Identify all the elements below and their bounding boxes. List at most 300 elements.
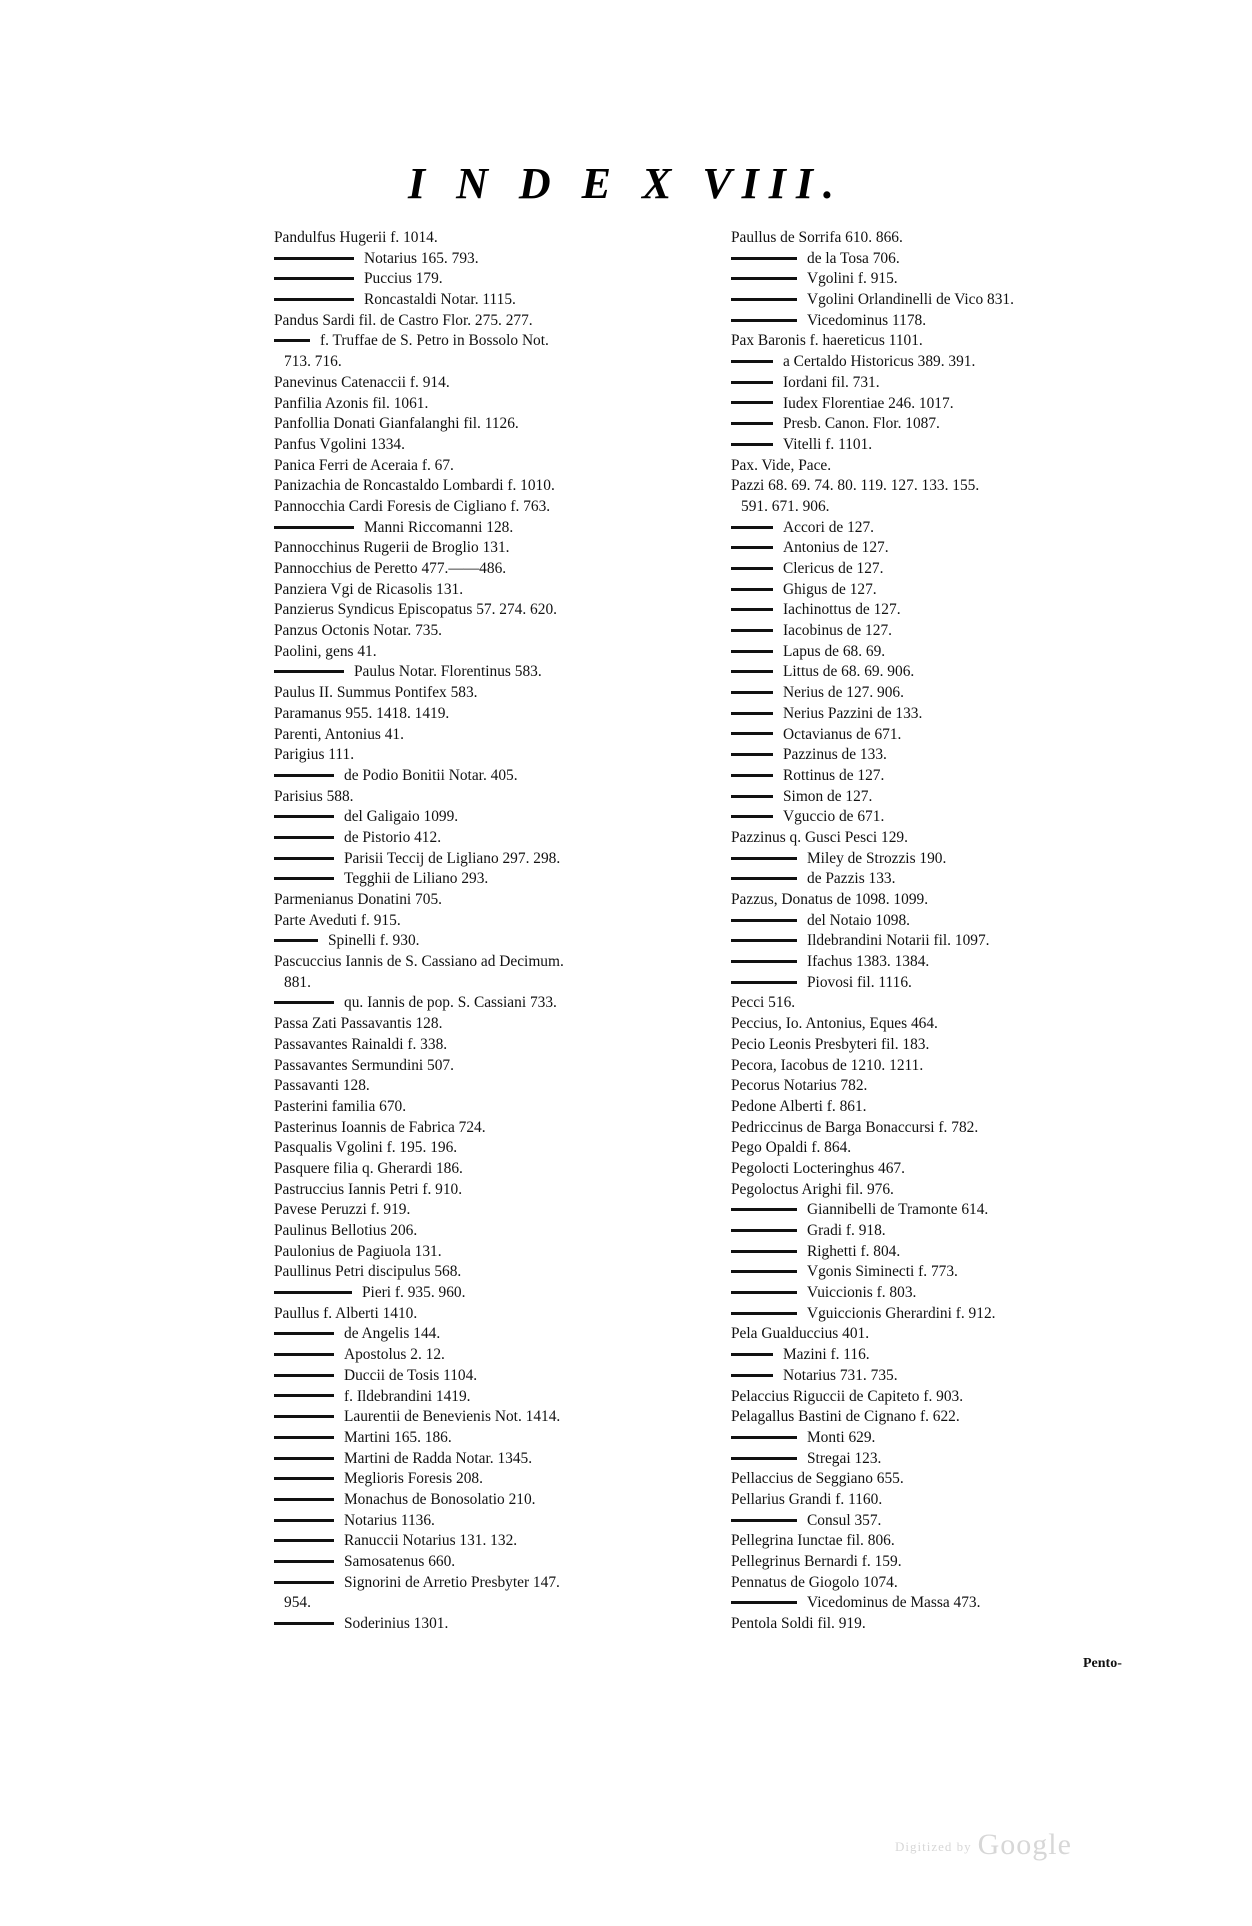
index-entry-text: Pannocchius de Peretto 477.——486. (274, 560, 507, 577)
ditto-dash (731, 567, 773, 570)
index-entry-text: Pecio Leonis Presbyteri fil. 183. (731, 1035, 930, 1053)
index-entry (274, 1573, 724, 1594)
index-entry (731, 331, 1186, 352)
index-entry (731, 228, 1186, 249)
index-entry (274, 1283, 724, 1304)
index-entry (274, 1200, 724, 1221)
index-entry-text: f. Truffae de S. Petro in Bossolo Not. (320, 332, 549, 350)
index-entry (731, 476, 1186, 497)
page-title: I N D E X VIII. (407, 159, 845, 208)
index-entry (274, 869, 724, 890)
ditto-dash (731, 298, 797, 301)
index-entry (274, 311, 724, 332)
ditto-dash (731, 1270, 797, 1273)
ditto-dash (274, 1436, 334, 1439)
index-entry (274, 1531, 724, 1552)
index-entry (274, 890, 724, 911)
index-entry (274, 1387, 724, 1408)
index-entry (731, 538, 1186, 559)
index-entry-text: Littus de 68. 69. 906. (783, 663, 915, 681)
index-entry (274, 973, 724, 994)
index-entry (274, 1593, 724, 1614)
index-entry (731, 1469, 1186, 1490)
index-entry (274, 497, 724, 518)
index-entry-text: Pazzinus q. Gusci Pesci 129. (731, 828, 908, 846)
index-entry-text: Puccius 179. (364, 270, 443, 288)
index-entry-text: Panzierus Syndicus Episcopatus 57. 274. 620. (274, 601, 557, 619)
index-entry (731, 311, 1186, 332)
index-entry (731, 704, 1186, 725)
index-entry-text: Vgonis Siminecti f. 773. (807, 1263, 958, 1281)
index-entry-text: Stregai 123. (807, 1449, 882, 1467)
index-entry (731, 1614, 1186, 1635)
index-entry (731, 497, 1186, 518)
index-entry-text: Panica Ferri de Aceraia f. 67. (274, 456, 454, 474)
index-entry-text: del Galigaio 1099. (344, 808, 459, 826)
index-entry (274, 1469, 724, 1490)
index-entry-text: Martini 165. 186. (344, 1428, 452, 1446)
index-entry (731, 745, 1186, 766)
index-entry (731, 1324, 1186, 1345)
ditto-dash (731, 401, 773, 404)
index-entry (731, 1304, 1186, 1325)
index-entry-text: Soderinius 1301. (344, 1615, 449, 1633)
ditto-dash (731, 608, 773, 611)
index-entry (274, 766, 724, 787)
index-entry (731, 394, 1186, 415)
index-entry-text: Peccius, Io. Antonius, Eques 464. (731, 1015, 938, 1033)
ditto-dash (731, 257, 797, 260)
index-entry (274, 683, 724, 704)
index-entry (731, 518, 1186, 539)
index-entry (731, 1345, 1186, 1366)
index-entry-text: Signorini de Arretio Presbyter 147. (344, 1573, 560, 1591)
index-entry-text: Accori de 127. (783, 518, 875, 536)
index-entry (731, 787, 1186, 808)
index-entry (274, 662, 724, 683)
index-entry-text: Miley de Strozzis 190. (807, 849, 947, 867)
index-entry (274, 559, 724, 580)
ditto-dash (274, 526, 354, 529)
index-entry (274, 228, 724, 249)
index-entry-text: de Angelis 144. (344, 1325, 441, 1343)
index-entry (274, 931, 724, 952)
index-entry (731, 1200, 1186, 1221)
index-column-left (274, 228, 724, 1635)
index-entry (274, 849, 724, 870)
index-entry (274, 1180, 724, 1201)
index-entry-text: Clericus de 127. (783, 560, 884, 577)
index-entry-text: Passavanti 128. (274, 1077, 370, 1095)
index-entry (274, 1014, 724, 1035)
ditto-dash (731, 939, 797, 942)
index-entry-text: Parmenianus Donatini 705. (274, 891, 442, 908)
index-entry-text: Vitelli f. 1101. (783, 435, 873, 453)
index-entry-text: Giannibelli de Tramonte 614. (807, 1201, 989, 1219)
index-entry-text: Ildebrandini Notarii fil. 1097. (807, 932, 990, 950)
index-entry (274, 1345, 724, 1366)
index-entry-text: Monachus de Bonosolatio 210. (344, 1490, 536, 1508)
index-entry (731, 662, 1186, 683)
ditto-dash (731, 670, 773, 673)
index-entry (731, 1138, 1186, 1159)
index-entry (731, 1531, 1186, 1552)
index-entry-text: Ranuccii Notarius 131. 132. (344, 1532, 518, 1550)
index-entry (731, 1552, 1186, 1573)
index-entry (274, 704, 724, 725)
index-entry (274, 249, 724, 270)
ditto-dash (731, 1519, 797, 1522)
index-entry-text: Passa Zati Passavantis 128. (274, 1015, 443, 1033)
index-entry-text: Notarius 1136. (344, 1511, 435, 1529)
ditto-dash (274, 339, 310, 342)
index-entry-text: Pellaccius de Seggiano 655. (731, 1470, 904, 1488)
index-entry-text: Apostolus 2. 12. (344, 1346, 445, 1364)
index-entry-text: Pazzinus de 133. (783, 746, 887, 764)
index-entry-text: Vuiccionis f. 803. (807, 1284, 917, 1302)
digitized-watermark (895, 1828, 1072, 1862)
ditto-dash (274, 1581, 334, 1584)
index-entry-text: Pellarius Grandi f. 1160. (731, 1490, 883, 1508)
ditto-dash (731, 1291, 797, 1294)
index-entry-text: Antonius de 127. (783, 539, 889, 557)
catchword: Pento- (1083, 1656, 1122, 1671)
index-entry-text: Parisii Teccij de Ligliano 297. 298. (344, 849, 561, 867)
index-entry (274, 476, 724, 497)
index-entry-text: Paullus f. Alberti 1410. (274, 1304, 418, 1322)
ditto-dash (274, 1353, 334, 1356)
index-entry-text: Pela Gualduccius 401. (731, 1325, 870, 1343)
index-entry (731, 828, 1186, 849)
index-entry-text: Paulus Notar. Florentinus 583. (354, 663, 542, 681)
index-entry-text: Roncastaldi Notar. 1115. (364, 291, 516, 309)
index-entry-text: Pelagallus Bastini de Cignano f. 622. (731, 1408, 960, 1426)
index-entry-text: de Podio Bonitii Notar. 405. (344, 766, 518, 784)
index-entry (731, 993, 1186, 1014)
index-entry (731, 435, 1186, 456)
ditto-dash (731, 753, 773, 756)
index-entry-text: Lapus de 68. 69. (783, 642, 886, 660)
index-entry (731, 1449, 1186, 1470)
ditto-dash (731, 360, 773, 363)
ditto-dash (274, 1560, 334, 1563)
index-entry-text: de Pistorio 412. (344, 828, 442, 846)
index-entry (274, 290, 724, 311)
index-entry-text: Notarius 165. 793. (364, 249, 479, 267)
index-entry (731, 1490, 1186, 1511)
index-entry (731, 414, 1186, 435)
index-entry-text: Panzus Octonis Notar. 735. (274, 622, 442, 640)
index-entry-text: Paullus de Sorrifa 610. 866. (731, 229, 903, 246)
index-entry-text: Paolini, gens 41. (274, 642, 377, 660)
ditto-dash (274, 1374, 334, 1377)
index-entry-text: Manni Riccomanni 128. (364, 518, 514, 536)
index-entry-text: Pazzus, Donatus de 1098. 1099. (731, 891, 929, 908)
index-entry-text: Panfilia Azonis fil. 1061. (274, 394, 429, 412)
index-entry (274, 1511, 724, 1532)
ditto-dash (731, 774, 773, 777)
index-entry (731, 1242, 1186, 1263)
index-entry-text: Pellegrinus Bernardi f. 159. (731, 1553, 902, 1570)
index-entry (731, 683, 1186, 704)
index-entry (731, 269, 1186, 290)
ditto-dash (274, 257, 354, 260)
index-entry-text: Panziera Vgi de Ricasolis 131. (274, 580, 464, 598)
index-entry (731, 1221, 1186, 1242)
index-entry (274, 269, 724, 290)
ditto-dash (274, 1394, 334, 1397)
index-entry-text: Paullinus Petri discipulus 568. (274, 1263, 462, 1281)
index-entry (274, 1138, 724, 1159)
index-entry-text: Passavantes Rainaldi f. 338. (274, 1035, 448, 1053)
index-entry-text: Righetti f. 804. (807, 1242, 901, 1260)
ditto-dash (274, 1457, 334, 1460)
index-entry-text: Panfollia Donati Gianfalanghi fil. 1126. (274, 415, 519, 433)
ditto-dash (274, 277, 354, 280)
index-entry (731, 600, 1186, 621)
index-entry-text: Panizachia de Roncastaldo Lombardi f. 1010. (274, 477, 555, 495)
index-entry-text: Pego Opaldi f. 864. (731, 1139, 852, 1157)
ditto-dash (731, 1250, 797, 1253)
ditto-dash (731, 712, 773, 715)
index-entry (731, 580, 1186, 601)
index-entry (731, 290, 1186, 311)
index-entry-text: Pasterini familia 670. (274, 1097, 407, 1115)
index-entry (731, 373, 1186, 394)
index-entry-text: Ifachus 1383. 1384. (807, 953, 930, 971)
index-entry-text: 881. (284, 973, 311, 991)
ditto-dash (731, 629, 773, 632)
ditto-dash (731, 650, 773, 653)
index-entry-text: Martini de Radda Notar. 1345. (344, 1449, 533, 1467)
index-entry-text: Passavantes Sermundini 507. (274, 1056, 454, 1074)
index-entry (731, 456, 1186, 477)
index-entry (731, 973, 1186, 994)
index-entry (731, 890, 1186, 911)
index-entry-text: de Pazzis 133. (807, 870, 896, 888)
ditto-dash (731, 795, 773, 798)
index-entry (274, 993, 724, 1014)
index-entry (274, 518, 724, 539)
index-entry-text: Parenti, Antonius 41. (274, 725, 404, 743)
index-entry-text: Pastruccius Iannis Petri f. 910. (274, 1180, 463, 1198)
ditto-dash (274, 1622, 334, 1625)
ditto-dash (731, 1374, 773, 1377)
index-entry (731, 725, 1186, 746)
index-entry-text: Iachinottus de 127. (783, 601, 901, 619)
index-entry (274, 1614, 724, 1635)
index-entry-text: 713. 716. (284, 353, 342, 371)
index-entry-text: del Notaio 1098. (807, 911, 911, 929)
index-entry-text: a Certaldo Historicus 389. 391. (783, 353, 976, 371)
index-entry (274, 1221, 724, 1242)
index-entry-text: Iordani fil. 731. (783, 373, 880, 391)
index-entry (274, 1056, 724, 1077)
index-entry (274, 787, 724, 808)
ditto-dash (274, 1539, 334, 1542)
index-entry-text: Paramanus 955. 1418. 1419. (274, 704, 450, 722)
ditto-dash (731, 732, 773, 735)
index-entry-text: Pieri f. 935. 960. (362, 1284, 466, 1302)
ditto-dash (731, 526, 773, 529)
ditto-dash (731, 857, 797, 860)
index-entry-text: Ghigus de 127. (783, 580, 877, 598)
index-entry (274, 1304, 724, 1325)
index-entry-text: Vguccio de 671. (783, 808, 885, 826)
index-entry (731, 352, 1186, 373)
index-entry (274, 1552, 724, 1573)
ditto-dash (731, 981, 797, 984)
ditto-dash (731, 319, 797, 322)
ditto-dash (274, 1332, 334, 1335)
index-entry (731, 559, 1186, 580)
ditto-dash (731, 588, 773, 591)
index-entry-text: Pecorus Notarius 782. (731, 1077, 868, 1095)
index-entry-text: Vgolini Orlandinelli de Vico 831. (807, 291, 1014, 309)
index-entry (274, 1366, 724, 1387)
index-entry (731, 1056, 1186, 1077)
ditto-dash (731, 919, 797, 922)
index-entry (731, 1387, 1186, 1408)
ditto-dash (731, 1229, 797, 1232)
index-entry-text: Panfus Vgolini 1334. (274, 435, 405, 453)
index-entry (274, 414, 724, 435)
index-entry-text: Notarius 731. 735. (783, 1366, 898, 1384)
index-entry-text: Iudex Florentiae 246. 1017. (783, 394, 954, 412)
ditto-dash (731, 1353, 773, 1356)
index-entry (274, 394, 724, 415)
index-entry (274, 600, 724, 621)
index-entry-text: qu. Iannis de pop. S. Cassiani 733. (344, 994, 557, 1012)
ditto-dash (731, 277, 797, 280)
index-entry-text: Samosatenus 660. (344, 1553, 456, 1570)
index-entry-text: Pedone Alberti f. 861. (731, 1097, 867, 1115)
index-entry (274, 952, 724, 973)
index-entry (731, 849, 1186, 870)
index-entry (731, 1014, 1186, 1035)
ditto-dash (274, 836, 334, 839)
index-entry-text: Rottinus de 127. (783, 766, 885, 784)
ditto-dash (731, 1457, 797, 1460)
index-entry-text: Pegolocti Locteringhus 467. (731, 1159, 905, 1177)
index-entry-text: Pannocchinus Rugerii de Broglio 131. (274, 539, 510, 557)
index-entry-text: Pennatus de Giogolo 1074. (731, 1573, 898, 1591)
index-entry-text: Vguiccionis Gherardini f. 912. (807, 1304, 996, 1322)
index-entry-text: Gradi f. 918. (807, 1222, 886, 1239)
index-entry (274, 331, 724, 352)
index-entry (731, 931, 1186, 952)
index-entry-text: Paulinus Bellotius 206. (274, 1222, 418, 1239)
index-entry (731, 1097, 1186, 1118)
index-entry (274, 745, 724, 766)
index-entry (274, 1035, 724, 1056)
index-entry-text: Pellegrina Iunctae fil. 806. (731, 1532, 895, 1550)
index-entry (274, 911, 724, 932)
index-entry (731, 1159, 1186, 1180)
ditto-dash (731, 960, 797, 963)
ditto-dash (274, 1415, 334, 1418)
index-entry (731, 249, 1186, 270)
index-entry (274, 1262, 724, 1283)
index-entry-text: Octavianus de 671. (783, 725, 902, 743)
index-entry (274, 725, 724, 746)
index-entry (731, 1573, 1186, 1594)
ditto-dash (274, 1001, 334, 1004)
index-entry-text: Pandus Sardi fil. de Castro Flor. 275. 277. (274, 311, 533, 329)
index-entry-text: Pax Baronis f. haereticus 1101. (731, 332, 923, 350)
index-entry-text: Meglioris Foresis 208. (344, 1470, 483, 1488)
index-entry-text: Tegghii de Liliano 293. (344, 870, 489, 888)
index-entry-text: Pecci 516. (731, 994, 796, 1012)
index-entry (274, 621, 724, 642)
ditto-dash (274, 877, 334, 880)
index-entry-text: Parisius 588. (274, 787, 354, 805)
ditto-dash (731, 443, 773, 446)
index-entry-text: Pavese Peruzzi f. 919. (274, 1201, 411, 1219)
index-entry (731, 1593, 1186, 1614)
ditto-dash (731, 815, 773, 818)
index-entry (274, 1118, 724, 1139)
ditto-dash (274, 298, 354, 301)
index-entry-text: Mazini f. 116. (783, 1346, 870, 1364)
index-entry-text: Pannocchia Cardi Foresis de Cigliano f. 763. (274, 497, 551, 515)
index-entry-text: Duccii de Tosis 1104. (344, 1366, 478, 1384)
index-entry-text: Pazzi 68. 69. 74. 80. 119. 127. 133. 155. (731, 477, 980, 495)
index-entry (274, 580, 724, 601)
index-entry-text: Paulus II. Summus Pontifex 583. (274, 684, 478, 702)
index-entry (274, 828, 724, 849)
index-entry-text: Pax. Vide, Pace. (731, 456, 832, 474)
index-entry (731, 807, 1186, 828)
index-entry-text: Pegoloctus Arighi fil. 976. (731, 1180, 894, 1198)
index-entry-text: Pascuccius Iannis de S. Cassiano ad Decimum. (274, 953, 564, 971)
index-entry (731, 1511, 1186, 1532)
index-entry-text: Paulonius de Pagiuola 131. (274, 1242, 442, 1260)
index-entry (731, 1283, 1186, 1304)
index-entry-text: Spinelli f. 930. (328, 932, 420, 950)
index-entry-text: Consul 357. (807, 1511, 882, 1529)
index-entry-text: Laurentii de Benevienis Not. 1414. (344, 1408, 561, 1426)
index-entry (731, 1366, 1186, 1387)
index-entry (274, 435, 724, 456)
ditto-dash (731, 422, 773, 425)
index-entry-text: Pasterinus Ioannis de Fabrica 724. (274, 1118, 486, 1136)
index-entry (274, 642, 724, 663)
ditto-dash (274, 1477, 334, 1480)
index-entry-text: de la Tosa 706. (807, 249, 900, 267)
ditto-dash (731, 381, 773, 384)
ditto-dash (274, 1291, 352, 1294)
index-entry (274, 1428, 724, 1449)
index-entry-text: Vgolini f. 915. (807, 270, 898, 288)
index-entry-text: Vicedominus de Massa 473. (807, 1594, 981, 1612)
index-entry (274, 538, 724, 559)
index-entry-text: Panevinus Catenaccii f. 914. (274, 373, 450, 391)
ditto-dash (274, 1498, 334, 1501)
index-entry (274, 1407, 724, 1428)
ditto-dash (731, 546, 773, 549)
index-entry (731, 911, 1186, 932)
index-entry-text: Piovosi fil. 1116. (807, 973, 912, 991)
index-entry (274, 352, 724, 373)
index-entry (731, 621, 1186, 642)
ditto-dash (731, 1208, 797, 1211)
ditto-dash (731, 1601, 797, 1604)
index-entry (731, 952, 1186, 973)
index-entry-text: Pasqualis Vgolini f. 195. 196. (274, 1139, 458, 1157)
watermark-brand: Google (977, 1828, 1072, 1861)
ditto-dash (731, 1312, 797, 1315)
